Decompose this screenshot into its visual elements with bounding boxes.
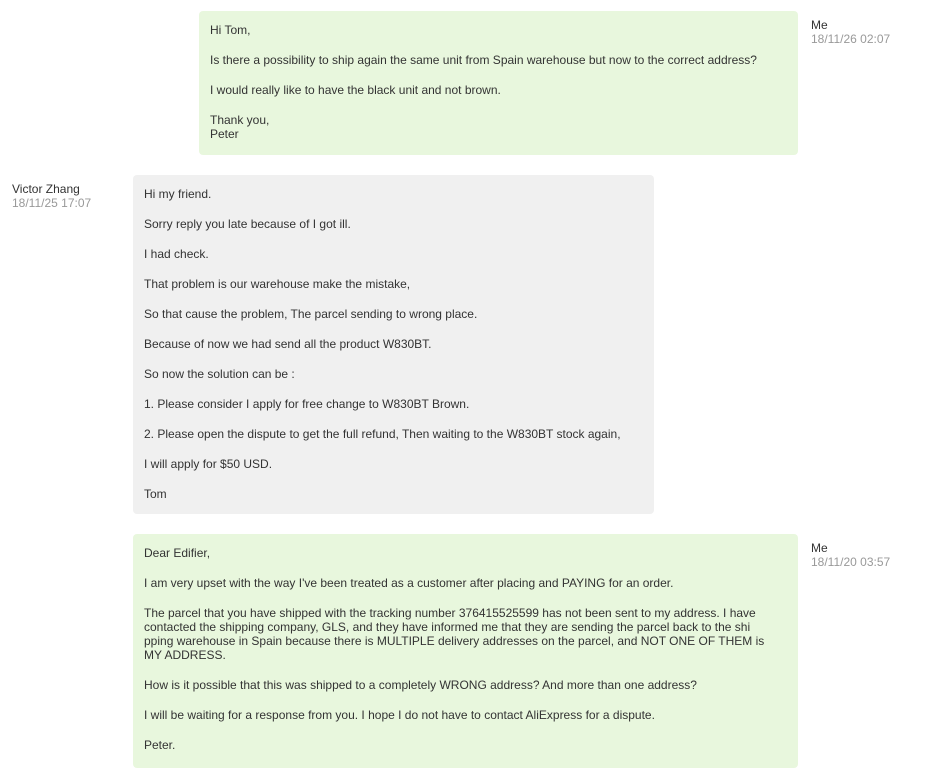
message-bubble: [133, 534, 798, 768]
message-paragraph: [144, 738, 787, 752]
message-paragraph: [144, 427, 643, 441]
message-text-line: Peter: [210, 127, 239, 141]
message-meta: [811, 541, 890, 569]
message-text-line: I will apply for $50 USD.: [144, 457, 273, 471]
message-meta: [811, 18, 890, 46]
message-timestamp: 18/11/26 02:07: [811, 32, 891, 46]
message-paragraph: [144, 337, 643, 351]
message-paragraph: [144, 546, 787, 560]
message-paragraph: [144, 487, 643, 501]
message-text-line: Hi my friend.: [144, 187, 212, 201]
message-paragraph: [210, 113, 787, 141]
message-text-line: Tom: [144, 487, 167, 501]
sender-name: Victor Zhang: [12, 182, 80, 196]
message-text-line: I will be waiting for a response from you. I hope I do not have to contact AliExpress for a dispute.: [144, 708, 655, 722]
message-text-line: Because of now we had send all the product W830BT.: [144, 337, 432, 351]
message-paragraph: [144, 678, 787, 692]
message-text-line: So now the solution can be :: [144, 367, 295, 381]
message-paragraph: [144, 307, 643, 321]
message-paragraph: [210, 23, 787, 37]
message-text-line: The parcel that you have shipped with the tracking number 376415525599 has not been sent to my address. I have: [144, 606, 756, 620]
message-paragraph: [144, 576, 787, 590]
message-paragraph: [210, 83, 787, 97]
message-text-line: MY ADDRESS.: [144, 648, 226, 662]
message-paragraph: [210, 53, 787, 67]
message-text-line: 2. Please open the dispute to get the full refund, Then waiting to the W830BT stock again,: [144, 427, 621, 441]
message-paragraph: [144, 187, 643, 201]
message-text-line: I would really like to have the black unit and not brown.: [210, 83, 501, 97]
message-text-line: contacted the shipping company, GLS, and they have informed me that they are sending the parcel back to the shi: [144, 620, 751, 634]
message-paragraph: [144, 367, 643, 381]
sender-name: Me: [811, 18, 828, 32]
message-paragraph: [144, 277, 643, 291]
sender-name: Me: [811, 541, 828, 555]
message-text-line: That problem is our warehouse make the mistake,: [144, 277, 411, 291]
message-text-line: Peter.: [144, 738, 176, 752]
message-paragraph: [144, 606, 787, 662]
message-text-line: Thank you,: [210, 113, 270, 127]
message-text-line: pping warehouse in Spain because there is MULTIPLE delivery addresses on the parcel, and NOT ONE OF THEM is: [144, 634, 765, 648]
message-timestamp: 18/11/25 17:07: [12, 196, 92, 210]
message-paragraph: [144, 247, 643, 261]
message-text-line: So that cause the problem, The parcel sending to wrong place.: [144, 307, 478, 321]
message-paragraph: [144, 708, 787, 722]
message-paragraph: [144, 397, 643, 411]
message-meta: [12, 182, 91, 210]
message-text-line: Sorry reply you late because of I got ill.: [144, 217, 351, 231]
message-text-line: 1. Please consider I apply for free change to W830BT Brown.: [144, 397, 470, 411]
message-text-line: I had check.: [144, 247, 209, 261]
message-paragraph: [144, 217, 643, 231]
message-text-line: Is there a possibility to ship again the same unit from Spain warehouse but now to the correct address?: [210, 53, 757, 67]
message-paragraph: [144, 457, 643, 471]
message-text-line: How is it possible that this was shipped to a completely WRONG address? And more than one address?: [144, 678, 697, 692]
message-text-line: I am very upset with the way I've been treated as a customer after placing and PAYING for an order.: [144, 576, 674, 590]
message-bubble: [199, 11, 798, 155]
message-text-line: Hi Tom,: [210, 23, 251, 37]
message-text-line: Dear Edifier,: [144, 546, 211, 560]
message-timestamp: 18/11/20 03:57: [811, 555, 891, 569]
message-bubble: [133, 175, 654, 514]
